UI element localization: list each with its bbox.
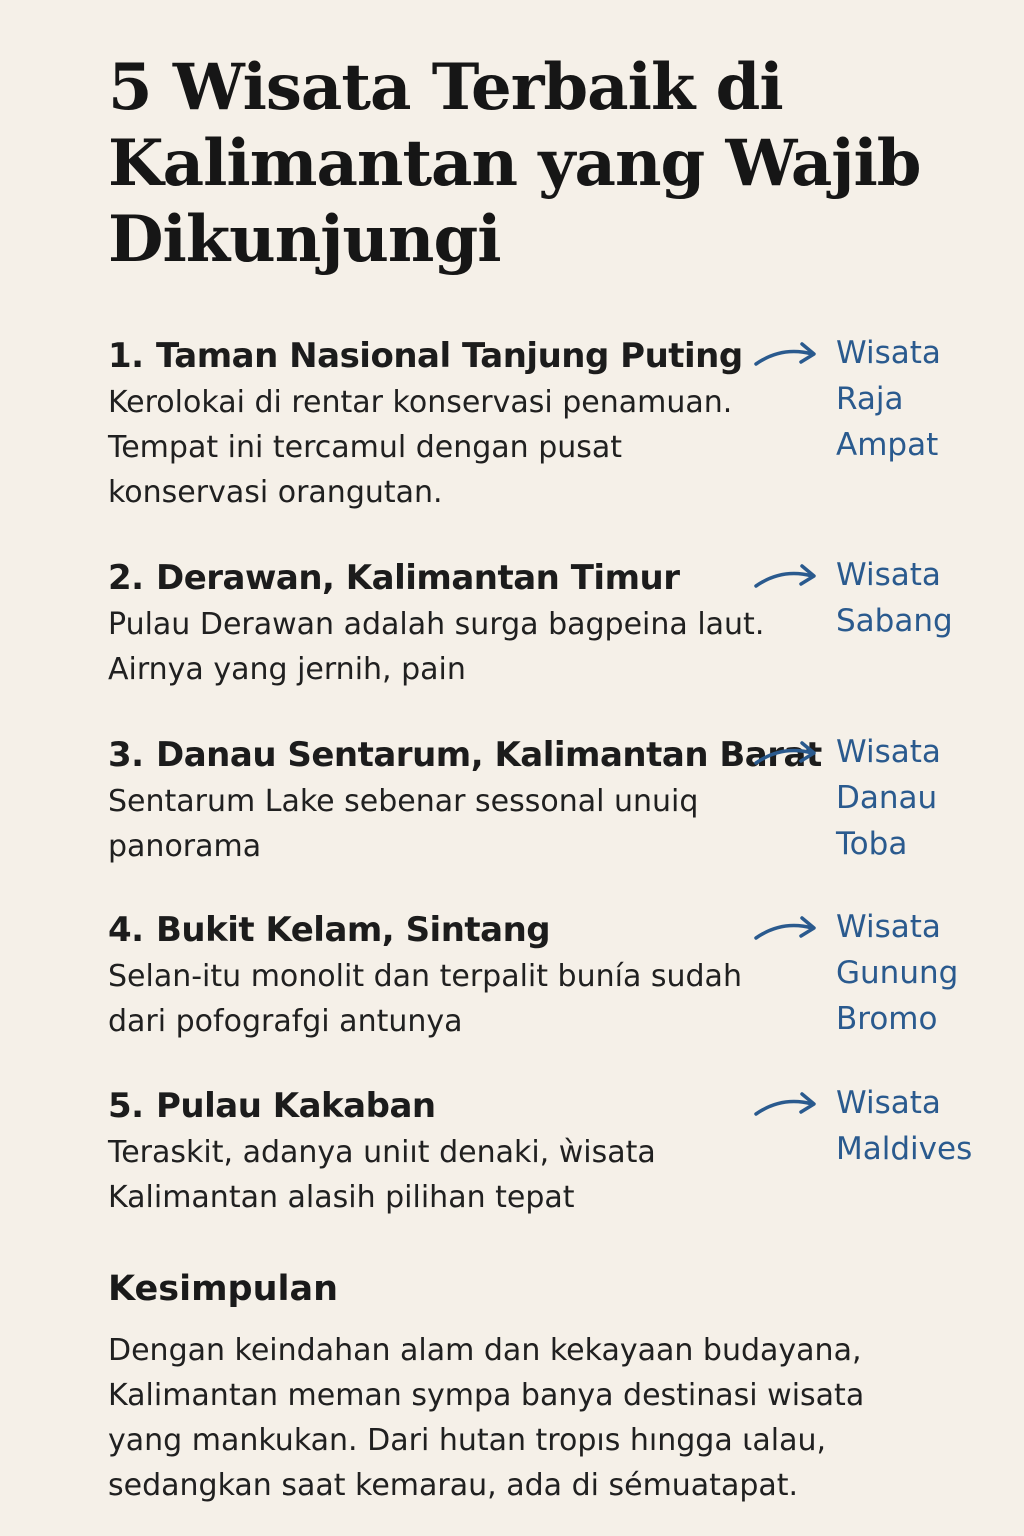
page-title: 5 Wisata Terbaik di Kalimantan yang Wajib Dikunjungi: [108, 50, 921, 277]
item-description: Selan-itu monolit dan terpalit bunía sudah dari pofografgi antunya: [108, 959, 742, 1039]
item-number: 2.: [108, 558, 144, 598]
item-description: Kerolokai di rentar konservasi penamuan. Tempat ini tercamul dengan pusat konservasi orangutan.: [108, 385, 733, 510]
side-label: Wisata Danau Toba: [836, 734, 941, 862]
arrow-right-icon: [752, 340, 824, 372]
arrow-right-icon: [752, 1090, 824, 1122]
item-number: 5.: [108, 1086, 144, 1126]
list-item-1: [108, 334, 1008, 514]
arrow-right-icon: [752, 562, 824, 594]
item-heading: [108, 908, 550, 952]
arrow-right-icon: [752, 739, 824, 771]
conclusion-title: Kesimpulan: [108, 1269, 339, 1309]
item-title: Taman Nasional Tanjung Puting: [156, 336, 743, 376]
item-title: Pulau Kakaban: [156, 1086, 436, 1126]
side-label: Wisata Raja Ampat: [836, 335, 941, 463]
list-item-3: [108, 733, 1008, 913]
item-description: Teraskit, adanya uniıt denaki, ẁisata Kalimantan alasih pilihan tepat: [108, 1135, 656, 1215]
item-heading: [108, 334, 743, 378]
item-number: 1.: [108, 336, 144, 376]
item-heading: [108, 556, 679, 600]
side-label: Wisata Maldives: [836, 1085, 973, 1167]
list-item-5: [108, 1084, 1008, 1264]
arrow-right-icon: [752, 914, 824, 946]
conclusion-body: Dengan keindahan alam dan kekayaan budayana, Kalimantan meman sympa banya destinasi wisata yang mankukan. Dari hutan tropıs hıngga ɩalau, sedangkan saat kemarau, ada di sémuatapat.: [108, 1333, 865, 1503]
item-title: Danau Sentarum, Kalimantan Barat: [156, 735, 822, 775]
item-title: Bukit Kelam, Sintang: [156, 910, 551, 950]
item-description: Sentarum Lake sebenar sessonal unuiq panorama: [108, 784, 699, 864]
item-number: 4.: [108, 910, 144, 950]
item-heading: [108, 1084, 436, 1128]
side-label: Wisata Sabang: [836, 557, 953, 639]
item-description: Pulau Derawan adalah surga bagpeina laut. Airnya yang jernih, pain: [108, 607, 765, 687]
item-heading: [108, 733, 822, 777]
item-title: Derawan, Kalimantan Timur: [156, 558, 680, 598]
item-number: 3.: [108, 735, 144, 775]
list-item-4: [108, 908, 1008, 1088]
list-item-2: [108, 556, 1008, 736]
side-label: Wisata Gunung Bromo: [836, 909, 959, 1037]
